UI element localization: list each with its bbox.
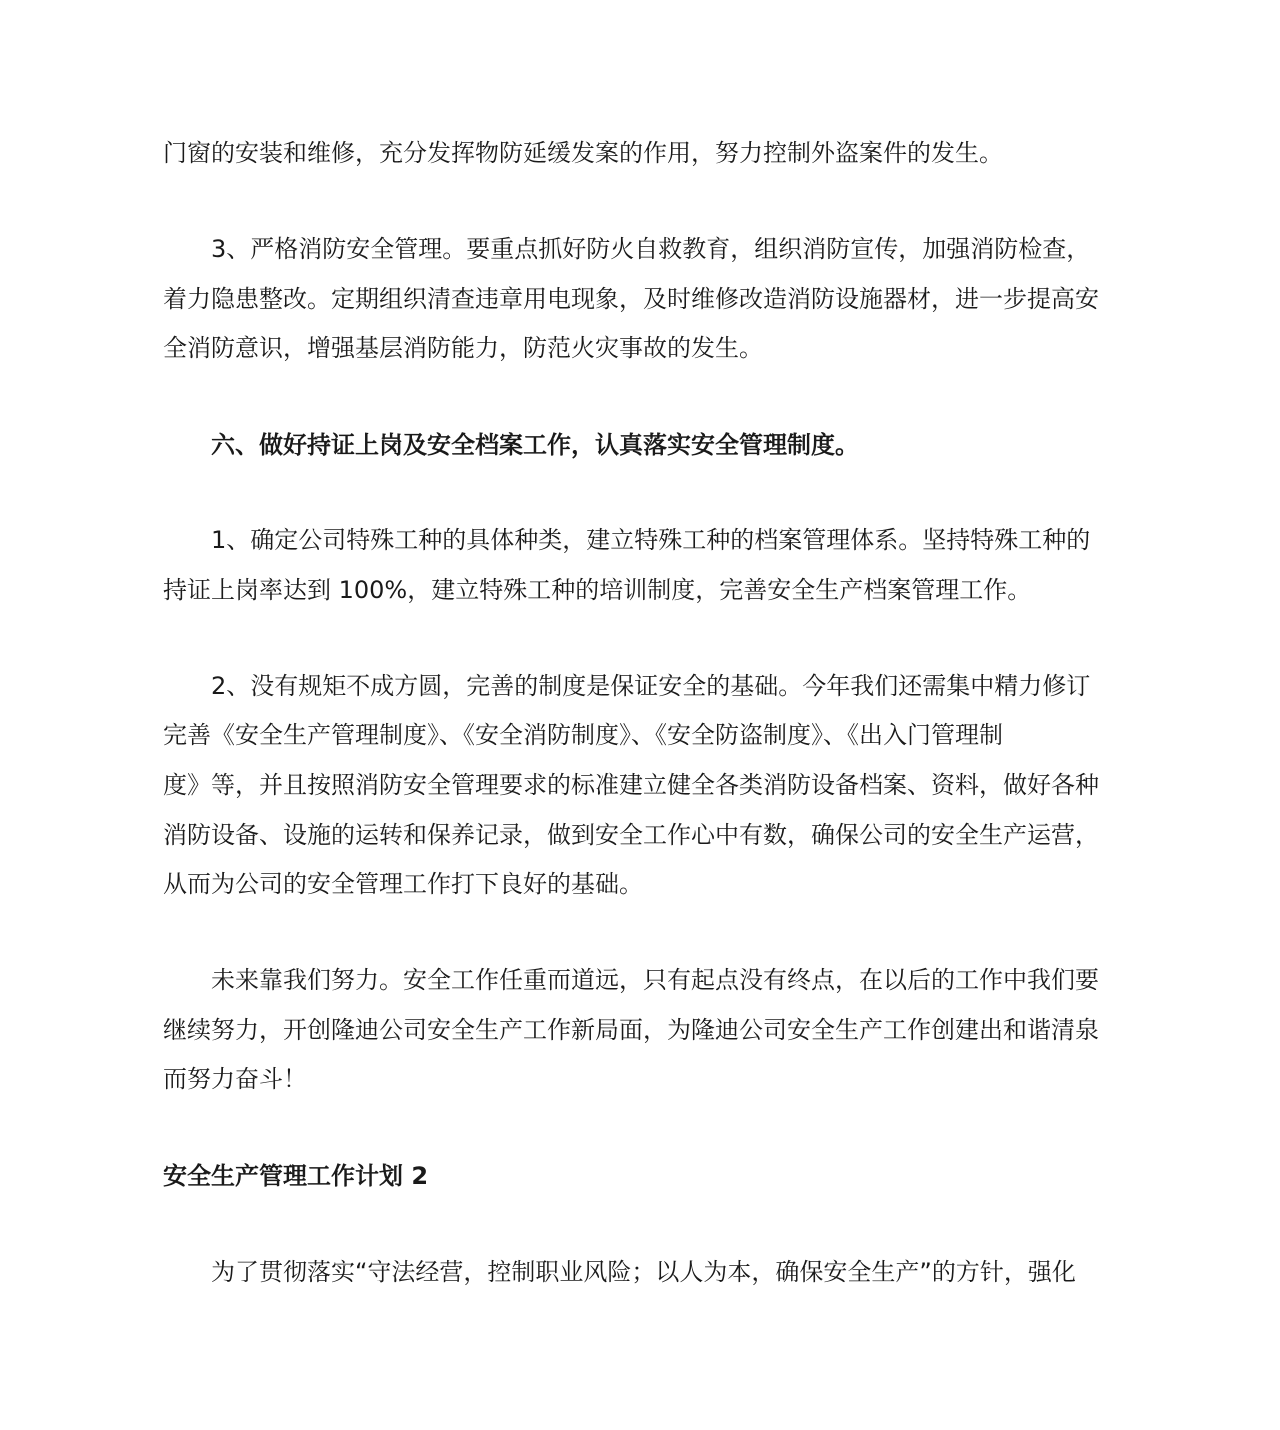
paragraph-line: 完善《安全生产管理制度》、《安全消防制度》、《安全防盗制度》、《出入门管理制 [163, 721, 1003, 749]
paragraph-line: 着力隐患整改。定期组织清查违章用电现象，及时维修改造消防设施器材，进一步提高安 [163, 285, 1099, 313]
paragraph-line: 3、严格消防安全管理。要重点抓好防火自救教育，组织消防宣传，加强消防检查， [211, 235, 1091, 263]
paragraph-line: 消防设备、设施的运转和保养记录，做到安全工作心中有数，确保公司的安全生产运营， [163, 821, 1099, 849]
paragraph-line: 度》等，并且按照消防安全管理要求的标准建立健全各类消防设备档案、资料，做好各种 [163, 771, 1099, 799]
paragraph-line: 从而为公司的安全管理工作打下良好的基础。 [163, 870, 643, 898]
paragraph-line: 门窗的安装和维修，充分发挥物防延缓发案的作用，努力控制外盗案件的发生。 [163, 139, 1003, 167]
paragraph-line: 继续努力，开创隆迪公司安全生产工作新局面，为隆迪公司安全生产工作创建出和谐清泉 [163, 1016, 1099, 1044]
paragraph-line: 全消防意识，增强基层消防能力，防范火灾事故的发生。 [163, 334, 763, 362]
paragraph-line: 2、没有规矩不成方圆，完善的制度是保证安全的基础。今年我们还需集中精力修订 [211, 672, 1091, 700]
paragraph-line: 未来靠我们努力。安全工作任重而道远，只有起点没有终点，在以后的工作中我们要 [211, 966, 1099, 994]
paragraph-line: 持证上岗率达到 100%，建立特殊工种的培训制度，完善安全生产档案管理工作。 [163, 576, 1032, 604]
document-title: 安全生产管理工作计划 2 [163, 1162, 429, 1190]
section-heading: 六、做好持证上岗及安全档案工作，认真落实安全管理制度。 [211, 431, 859, 459]
paragraph-line: 1、确定公司特殊工种的具体种类，建立特殊工种的档案管理体系。坚持特殊工种的 [211, 526, 1091, 554]
paragraph-line: 为了贯彻落实“守法经营，控制职业风险；以人为本，确保安全生产”的方针，强化 [211, 1258, 1076, 1286]
paragraph-line: 而努力奋斗！ [163, 1065, 307, 1093]
